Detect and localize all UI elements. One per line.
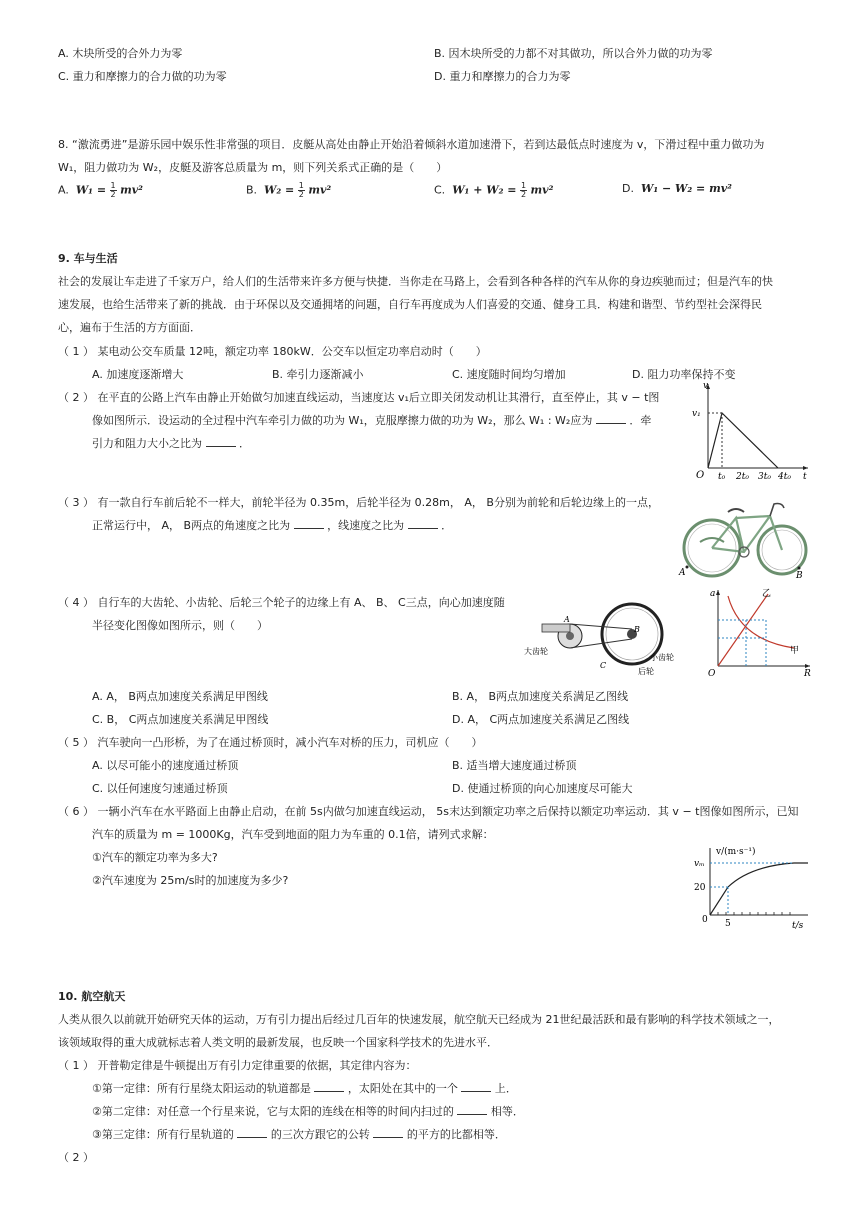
- label-small-gear: 小齿轮: [650, 653, 674, 662]
- point-b-marker: [798, 567, 801, 570]
- q9-part1-stem: （ 1 ） 某电动公交车质量 12吨，额定功率 180kW．公交车以恒定功率启动时（ ）: [58, 345, 487, 358]
- q10-intro-line1: 人类从很久以前就开始研究天体的运动，万有引力提出后经过几百年的快速发展，航空航天已经成为 21世纪最活跃和最有影响的科学技术领域之一，: [58, 1013, 780, 1026]
- q7-option-c: C. 重力和摩擦力的合力做的功为零: [58, 70, 227, 83]
- q8-option-b-label: B.: [246, 183, 258, 197]
- q8-option-a-lhs: W₁ =: [75, 183, 107, 197]
- label-2t0: 2t₀: [736, 472, 749, 482]
- q9-part1-option-c: C. 速度随时间均匀增加: [452, 368, 566, 381]
- q8-option-b-rhs: mv²: [308, 183, 332, 197]
- q8-option-b-lhs: W₂ =: [264, 183, 295, 197]
- label-origin: O: [708, 669, 716, 676]
- acceleration-radius-graph: [706, 586, 814, 676]
- label-b: B: [796, 571, 803, 581]
- fraction-num: 1: [298, 181, 304, 190]
- q9-part6-sub2: ②汽车速度为 25m/s时的加速度为多少?: [92, 874, 289, 887]
- q9-part2-line2-tail: ．牵: [629, 414, 652, 427]
- q10-intro-line2: 该领域取得的重大成就标志着人类文明的最新发展，也反映一个国家科学技术的先进水平．: [58, 1036, 498, 1049]
- label-b: B: [634, 625, 640, 634]
- fraction-den: 2: [298, 190, 304, 199]
- pedal-arm: [542, 624, 570, 632]
- answer-blank[interactable]: [206, 436, 236, 447]
- q8-option-a-rhs: mv²: [120, 183, 143, 197]
- axis-label-a: a: [710, 589, 716, 599]
- axis-label-v: v: [703, 381, 709, 391]
- q9-part2-line2: [92, 412, 651, 428]
- kepler-first-law-mid: ，太阳处在其中的一个: [347, 1082, 458, 1095]
- kepler-first-law-text: ①第一定律：所有行星绕太阳运动的轨道都是: [92, 1082, 311, 1095]
- bicycle-figure: [676, 496, 816, 582]
- axis-label-t: t: [803, 472, 807, 482]
- fraction: [520, 182, 527, 199]
- q9-part1-option-a: A. 加速度逐渐增大: [92, 368, 184, 381]
- fraction-den: 2: [110, 190, 116, 199]
- q8-option-b: [246, 182, 331, 199]
- kepler-second-law: [92, 1103, 524, 1119]
- q9-part5-option-c: C. 以任何速度匀速通过桥顶: [92, 782, 228, 795]
- label-3t0: 3t₀: [758, 472, 771, 482]
- point-a-marker: [686, 566, 689, 569]
- label-t0: t₀: [718, 472, 726, 482]
- q9-part3-line2-mid: ，线速度之比为: [327, 519, 405, 532]
- kepler-third-law-tail: 的平方的比都相等．: [406, 1128, 506, 1141]
- q9-part5-option-a: A. 以尽可能小的速度通过桥顶: [92, 759, 239, 772]
- fraction: [110, 182, 117, 199]
- q8-option-a: [58, 182, 143, 199]
- label-20: 20: [694, 883, 706, 893]
- fraction: [298, 182, 305, 199]
- q9-part2-line2-text: 像如图所示．设运动的全过程中汽车牵引力做的功为 W₁，克服摩擦力做的功为 W₂，那么 W₁ : W₂应为: [92, 414, 593, 427]
- axis-label-v: v/(m·s⁻¹): [716, 847, 756, 857]
- q9-intro-line3: 心，遍布于生活的方方面面．: [58, 321, 201, 334]
- vt-line: [708, 413, 778, 468]
- fraction-den: 2: [520, 190, 527, 199]
- kepler-third-law-text: ③第三定律：所有行星轨道的: [92, 1128, 234, 1141]
- vt-graph-braking: [690, 378, 815, 483]
- fraction-num: 1: [520, 181, 527, 190]
- answer-blank[interactable]: [237, 1127, 267, 1138]
- q7-option-d: D. 重力和摩擦力的合力为零: [434, 70, 571, 83]
- q8-option-c-rhs: mv²: [530, 183, 554, 197]
- answer-blank[interactable]: [314, 1081, 344, 1092]
- q9-part2-line3: [92, 435, 250, 451]
- label-yi: 乙: [762, 589, 772, 599]
- axis-label-t: t/s: [792, 921, 804, 931]
- q9-intro-line1: 社会的发展让车走进了千家万户，给人们的生活带来许多方便与快捷．当你走在马路上，会看到各种各样的汽车从你的身边疾驰而过；但是汽车的快: [58, 275, 773, 288]
- q9-part4-option-d: D. A， C两点加速度关系满足乙图线: [452, 713, 630, 726]
- label-jia: 甲: [790, 646, 800, 656]
- q10-part1-stem: （ 1 ） 开普勒定律是牛顿提出万有引力定律重要的依据，其定律内容为：: [58, 1059, 417, 1072]
- q9-part3-line2: [92, 517, 452, 533]
- q9-part3-line1: （ 3 ） 有一款自行车前后轮不一样大，前轮半径为 0.35m，后轮半径为 0.28m， A， B分别为前轮和后轮边缘上的一点，: [58, 496, 659, 509]
- big-gear-axle: [566, 632, 574, 640]
- q7-option-b: B. 因木块所受的力都不对其做功，所以合外力做的功为零: [434, 47, 713, 60]
- q9-part4-line1: （ 4 ） 自行车的大齿轮、小齿轮、后轮三个轮子的边缘上有 A、 B、 C三点，向心加速度随: [58, 596, 505, 609]
- q8-option-a-label: A.: [58, 183, 69, 197]
- q9-part3-line2-text: 正常运行中， A， B两点的角速度之比为: [92, 519, 291, 532]
- q8-option-d-label: D.: [622, 182, 634, 195]
- q9-part4-option-c: C. B， C两点加速度关系满足甲图线: [92, 713, 269, 726]
- answer-blank[interactable]: [461, 1081, 491, 1092]
- kepler-second-law-tail: 相等．: [490, 1105, 524, 1118]
- answer-blank[interactable]: [294, 518, 324, 529]
- q10-part2-stem: （ 2 ）: [58, 1151, 94, 1164]
- answer-blank[interactable]: [457, 1104, 487, 1115]
- x-axis-arrow: [805, 664, 810, 668]
- label-origin: O: [696, 470, 705, 481]
- q9-part6-line2: 汽车的质量为 m = 1000Kg，汽车受到地面的阻力为车重的 0.1倍，请列式求解：: [92, 828, 494, 841]
- answer-blank[interactable]: [408, 518, 438, 529]
- label-big-gear: 大齿轮: [524, 647, 548, 656]
- answer-blank[interactable]: [373, 1127, 403, 1138]
- q9-part1-option-b: B. 牵引力逐渐减小: [272, 368, 364, 381]
- vt-curve: [710, 863, 808, 915]
- label-rear-wheel: 后轮: [638, 667, 654, 676]
- q9-part5-option-d: D. 使通过桥顶的向心加速度尽可能大: [452, 782, 633, 795]
- q8-stem-line1: 8. “激流勇进”是游乐园中娱乐性非常强的项目．皮艇从高处由静止开始沿着倾斜水道加速滑下，若到达最低点时速度为 v，下滑过程中重力做功为: [58, 138, 765, 151]
- kepler-third-law: [92, 1126, 506, 1142]
- q8-option-d: [622, 182, 732, 195]
- q9-part4-option-b: B. A， B两点加速度关系满足乙图线: [452, 690, 629, 703]
- x-axis-arrow: [803, 466, 808, 470]
- q7-option-a: A. 木块所受的合外力为零: [58, 47, 183, 60]
- label-a: A: [679, 568, 686, 578]
- label-a: A: [564, 615, 570, 624]
- kepler-first-law-tail: 上．: [494, 1082, 517, 1095]
- axis-label-r: R: [804, 669, 811, 676]
- y-axis-arrow: [716, 590, 720, 595]
- kepler-second-law-text: ②第二定律：对任意一个行星来说，它与太阳的连线在相等的时间内扫过的: [92, 1105, 454, 1118]
- q9-part4-line2: 半径变化图像如图所示，则（ ）: [92, 619, 268, 632]
- q9-title: 9. 车与生活: [58, 252, 118, 265]
- q9-part3-line2-tail: ．: [441, 519, 453, 532]
- q9-part5-stem: （ 5 ） 汽车驶向一凸形桥，为了在通过桥顶时，减小汽车对桥的压力，司机应（ ）: [58, 736, 483, 749]
- q8-option-d-expr: W₁ − W₂ = mv²: [640, 182, 732, 195]
- label-4t0: 4t₀: [778, 472, 791, 482]
- line-yi: [718, 594, 768, 666]
- q9-part1-option-d: D. 阻力功率保持不变: [632, 368, 736, 381]
- handlebar: [770, 504, 784, 517]
- label-5: 5: [725, 919, 731, 929]
- q10-title: 10. 航空航天: [58, 990, 126, 1003]
- q9-part2-line3-text: 引力和阻力大小之比为: [92, 437, 202, 450]
- fraction-num: 1: [110, 181, 116, 190]
- q9-part2-line3-tail: ．: [239, 437, 250, 450]
- q8-option-c-label: C.: [434, 183, 446, 197]
- seat: [728, 509, 744, 512]
- label-vm: vₘ: [694, 859, 705, 869]
- q8-stem-line2: W₁，阻力做功为 W₂，皮艇及游客总质量为 m，则下列关系式正确的是（ ）: [58, 161, 448, 174]
- q9-part5-option-b: B. 适当增大速度通过桥顶: [452, 759, 577, 772]
- label-origin: 0: [702, 915, 708, 925]
- q9-part4-option-a: A. A， B两点加速度关系满足甲图线: [92, 690, 268, 703]
- q8-option-c-lhs: W₁ + W₂ =: [452, 183, 517, 197]
- label-c: C: [600, 661, 607, 670]
- q9-part2-line1: （ 2 ） 在平直的公路上汽车由静止开始做匀加速直线运动，当速度达 v₁后立即关闭发动机让其滑行，直至停止，其 v − t图: [58, 391, 660, 404]
- q8-option-c: [434, 182, 553, 199]
- q9-intro-line2: 速发展，也给生活带来了新的挑战．由于环保以及交通拥堵的问题，自行车再度成为人们喜爱的交通、健身工具．构建和谐型、节约型社会深得民: [58, 298, 762, 311]
- vt-graph-rated-power: [690, 842, 815, 932]
- kepler-third-law-mid: 的三次方跟它的公转: [270, 1128, 370, 1141]
- label-v1: v₁: [692, 409, 701, 419]
- q9-part6-sub1: ①汽车的额定功率为多大?: [92, 851, 218, 864]
- kepler-first-law: [92, 1080, 517, 1096]
- gear-figure: [520, 596, 700, 678]
- q9-part6-line1: （ 6 ） 一辆小汽车在水平路面上由静止启动，在前 5s内做匀加速直线运动， 5s末达到额定功率之后保持以额定功率运动．其 v − t图像如图所示，已知: [58, 805, 799, 818]
- answer-blank[interactable]: [596, 413, 626, 424]
